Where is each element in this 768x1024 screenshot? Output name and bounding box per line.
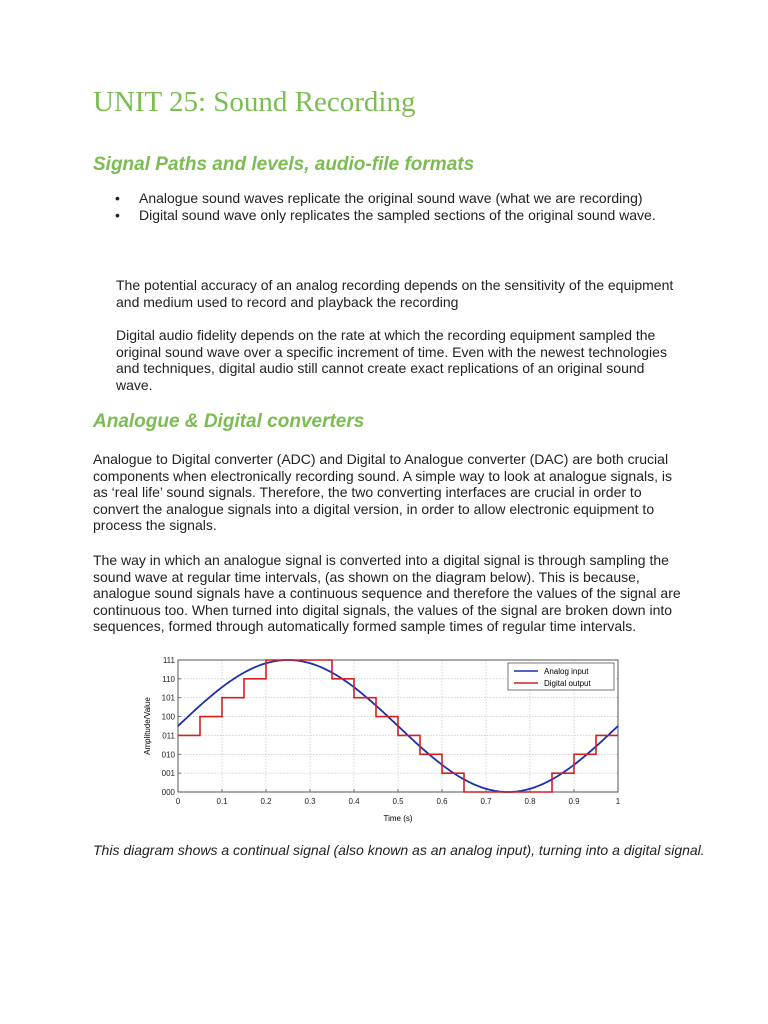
legend-digital-label: Digital output: [544, 679, 591, 688]
paragraph-analog-accuracy: The potential accuracy of an analog recording depends on the sensitivity of the equipment and medium used to record and playback the recording: [116, 277, 674, 310]
y-tick-label: 001: [161, 769, 175, 779]
y-tick-label: 000: [161, 788, 175, 797]
page-title: UNIT 25: Sound Recording: [93, 86, 416, 118]
list-item: [115, 207, 675, 224]
y-tick-label: 100: [161, 712, 175, 722]
x-tick-label: 0.7: [480, 797, 492, 806]
bullet-list: [115, 190, 675, 223]
bullet-text: Analogue sound waves replicate the original sound wave (what we are recording): [139, 190, 643, 206]
x-tick-label: 0.5: [392, 797, 404, 806]
y-tick-label: 101: [161, 693, 175, 703]
list-item: [115, 190, 675, 207]
x-tick-label: 0.4: [348, 797, 360, 806]
figure-caption: This diagram shows a continual signal (also known as an analog input), turning into a digital signal.: [93, 842, 705, 858]
x-tick-label: 0.6: [436, 797, 448, 806]
x-tick-label: 0.3: [304, 797, 316, 806]
bullet-text: Digital sound wave only replicates the sampled sections of the original sound wave.: [139, 206, 656, 223]
x-tick-label: 1: [615, 797, 621, 806]
bullet-icon: •: [115, 190, 120, 206]
sampling-chart: [140, 652, 628, 832]
paragraph-adc-dac: Analogue to Digital converter (ADC) and Digital to Analogue converter (DAC) are both crucial components when electronically recording sound. A simple way to look at analogue signals, is as ‘real life’ sound signals. Therefore, the two converting interfaces are crucial in order to convert the analogue signals into a digital version, in order to allow electronic equipment to process the signals.: [93, 451, 672, 533]
y-tick-label: 111: [162, 656, 175, 665]
x-tick-label: 0.8: [524, 797, 536, 806]
bullet-icon: •: [115, 206, 120, 223]
y-tick-label: 110: [162, 674, 175, 684]
paragraph-digital-fidelity: Digital audio fidelity depends on the rate at which the recording equipment sampled the original sound wave over a specific increment of time. Even with the newest technologies and techniques, digital audio still cannot create exact replications of an original sound wave.: [116, 327, 667, 393]
y-tick-label: 010: [161, 750, 175, 760]
section-heading-converters: Analogue & Digital converters: [93, 411, 365, 432]
x-tick-label: 0: [175, 797, 181, 806]
section-heading-signal-paths: Signal Paths and levels, audio-file formats: [93, 154, 475, 175]
chart-legend: [508, 663, 614, 690]
y-axis-label: Amplitude/Value: [143, 697, 152, 755]
x-tick-label: 0.2: [260, 797, 272, 806]
x-tick-label: 0.9: [568, 797, 580, 806]
y-tick-label: 011: [162, 731, 175, 741]
paragraph-sampling: The way in which an analogue signal is converted into a digital signal is through sampling the sound wave at regular time intervals, (as shown on the diagram below). This is because, analogue sound signals have a continuous sequence and therefore the values of the signal are continuous too. When turned into digital signals, the values of the signal are broken down into sequences, formed through automatically formed sample times of regular time intervals.: [93, 552, 681, 634]
x-tick-label: 0.1: [216, 797, 228, 806]
x-axis-label: Time (s): [383, 814, 413, 823]
legend-analog-label: Analog input: [544, 667, 589, 676]
